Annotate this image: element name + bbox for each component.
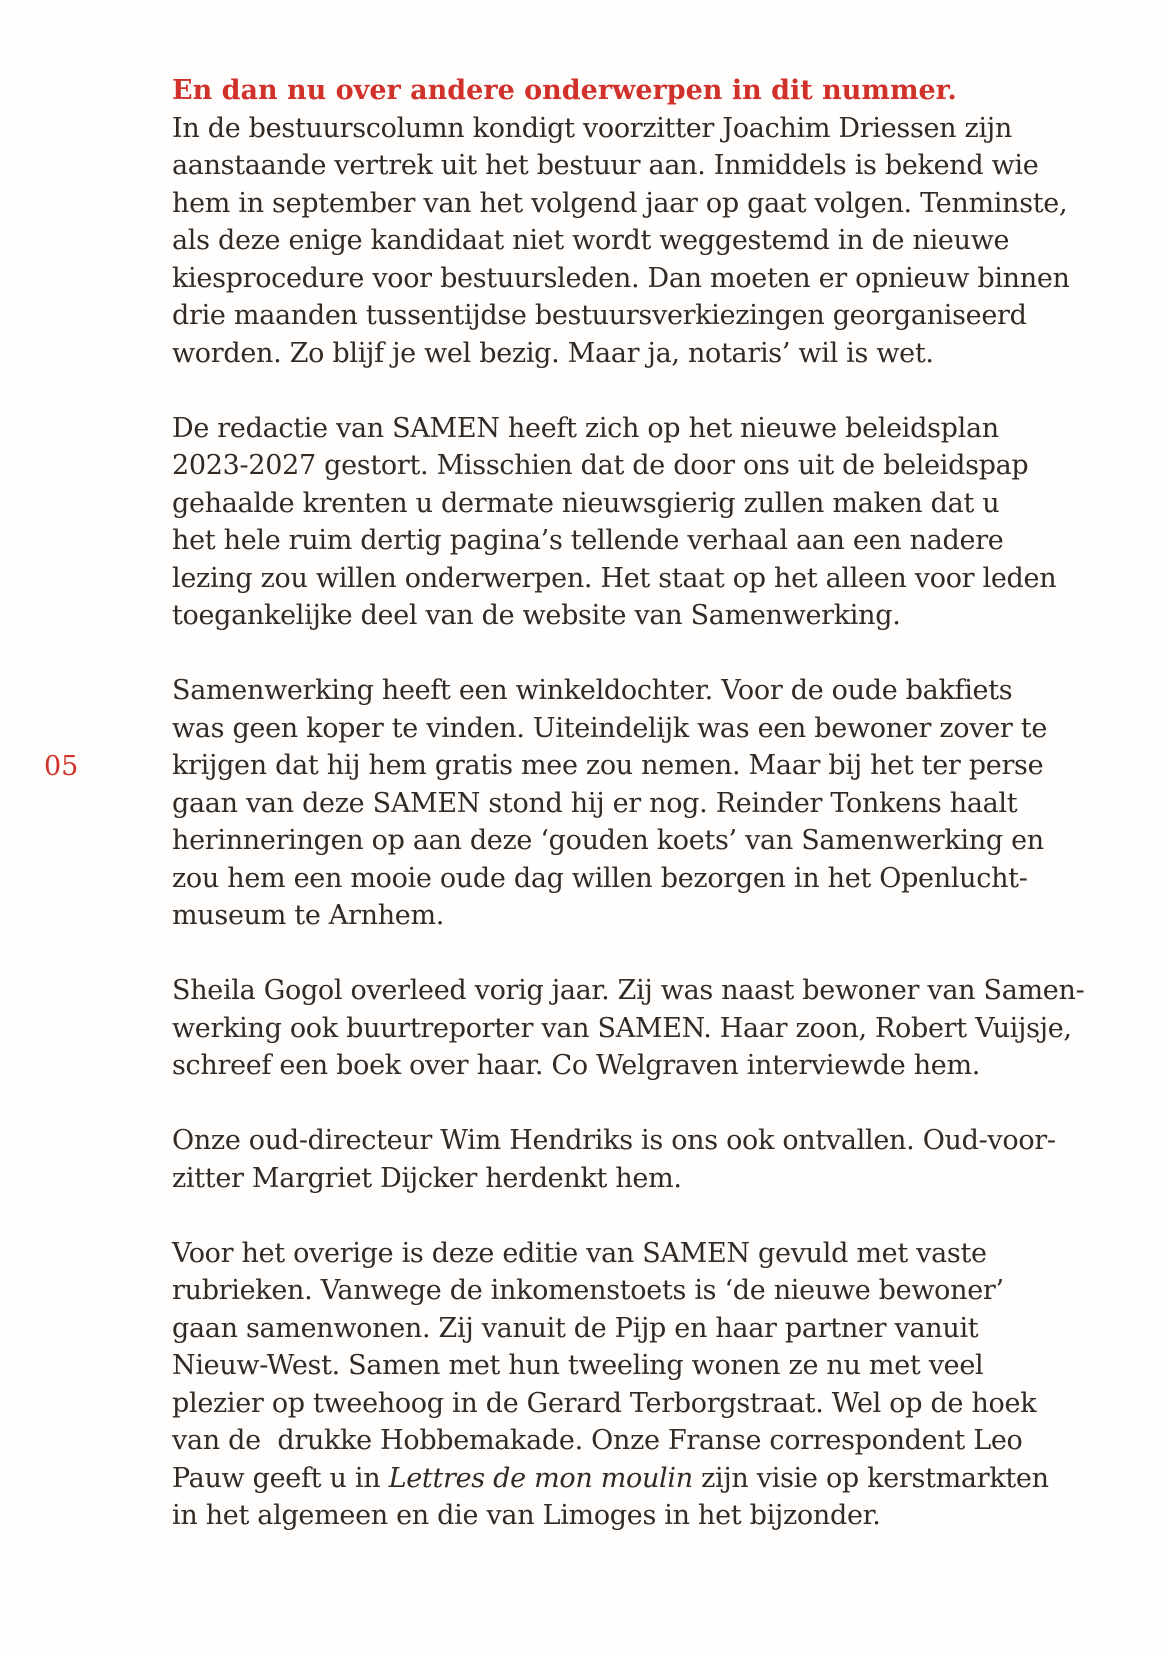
book-title-italic: Lettres de mon moulin [388, 1462, 693, 1494]
article-content [172, 72, 1112, 1535]
text-line: van de drukke Hobbemakade. Onze Franse correspondent Leo [172, 1425, 1023, 1456]
text-line: was geen koper te vinden. Uiteindelijk was een bewoner zover te [172, 712, 1048, 744]
text-line: herinneringen op aan deze ‘gouden koets’ van Samenwerking en [172, 825, 1044, 856]
text-line: Onze oud-directeur Wim Hendriks is ons ook ontvallen. Oud-voor- [172, 1125, 1056, 1156]
text-line: hem in september van het volgend jaar op gaat volgen. Tenminste, [172, 187, 1068, 219]
page-number: 05 [44, 751, 79, 782]
text-line: In de bestuurscolumn kondigt voorzitter Joachim Driessen zijn [172, 112, 1012, 144]
paragraph [172, 1235, 1112, 1535]
text-line: kiesprocedure voor bestuursleden. Dan moeten er opnieuw binnen [172, 262, 1070, 294]
text-line: Samenwerking heeft een winkeldochter. Voor de oude bakfiets [172, 675, 1013, 706]
text-line [172, 1460, 1112, 1498]
text-line: drie maanden tussentijdse bestuursverkiezingen georganiseerd [172, 300, 1027, 331]
text-line: gaan samenwonen. Zij vanuit de Pijp en haar partner vanuit [172, 1312, 979, 1344]
text-line: zitter Margriet Dijcker herdenkt hem. [172, 1162, 682, 1194]
text-segment: Pauw geeft u in [172, 1462, 389, 1494]
text-line: schreef een boek over haar. Co Welgraven interviewde hem. [172, 1050, 981, 1081]
text-line: plezier op tweehoog in de Gerard Terborgstraat. Wel op de hoek [172, 1387, 1037, 1419]
text-line: 2023-2027 gestort. Misschien dat de door ons uit de beleidspap [172, 450, 1029, 481]
text-line: worden. Zo blijf je wel bezig. Maar ja, notaris’ wil is wet. [172, 337, 934, 369]
text-line: het hele ruim dertig pagina’s tellende verhaal aan een nadere [172, 525, 1004, 556]
text-line: werking ook buurtreporter van SAMEN. Haar zoon, Robert Vuijsje, [172, 1012, 1072, 1044]
paragraph [172, 1122, 1112, 1197]
text-line: als deze enige kandidaat niet wordt weggestemd in de nieuwe [172, 225, 1010, 256]
text-line: lezing zou willen onderwerpen. Het staat op het alleen voor leden [172, 562, 1057, 594]
text-line: Voor het overige is deze editie van SAMEN gevuld met vaste [172, 1237, 987, 1269]
text-line: krijgen dat hij hem gratis mee zou nemen. Maar bij het ter perse [172, 750, 1044, 781]
paragraph [172, 110, 1112, 373]
text-line: rubrieken. Vanwege de inkomenstoets is ‘de nieuwe bewoner’ [172, 1275, 1004, 1306]
text-segment: zijn visie op kerstmarkten [692, 1462, 1049, 1494]
text-line: zou hem een mooie oude dag willen bezorgen in het Openlucht- [172, 862, 1028, 894]
text-line: in het algemeen en die van Limoges in het bijzonder. [172, 1500, 881, 1531]
paragraph [172, 972, 1112, 1085]
section-heading: En dan nu over andere onderwerpen in dit nummer. [172, 75, 957, 106]
text-line: De redactie van SAMEN heeft zich op het nieuwe beleidsplan [172, 412, 999, 444]
text-line: Sheila Gogol overleed vorig jaar. Zij was naast bewoner van Samen- [172, 975, 1085, 1006]
text-line: toegankelijke deel van de website van Samenwerking. [172, 600, 901, 631]
text-line: gehaalde krenten u dermate nieuwsgierig zullen maken dat u [172, 487, 1000, 519]
text-line: Nieuw-West. Samen met hun tweeling wonen ze nu met veel [172, 1350, 984, 1381]
text-line: aanstaande vertrek uit het bestuur aan. Inmiddels is bekend wie [172, 150, 1039, 181]
paragraph [172, 672, 1112, 935]
paragraph [172, 410, 1112, 635]
text-line: museum te Arnhem. [172, 900, 445, 931]
text-line: gaan van deze SAMEN stond hij er nog. Reinder Tonkens haalt [172, 787, 1018, 819]
